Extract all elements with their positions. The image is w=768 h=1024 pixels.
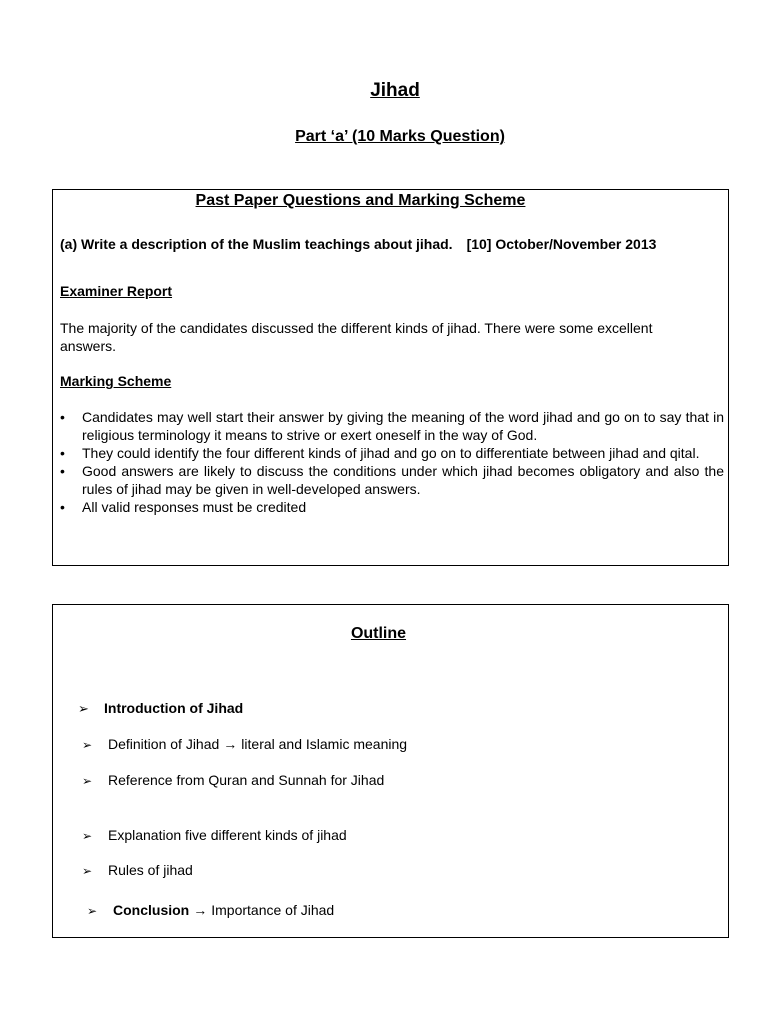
outline-item-introduction <box>78 700 243 717</box>
marking-point-text: Candidates may well start their answer by giving the meaning of the word jihad and go on to say that in religious terminology it means to strive or exert oneself in the way of God. <box>82 409 724 443</box>
list-item <box>60 444 724 462</box>
document-title: Jihad <box>370 80 420 101</box>
examiner-report-text: The majority of the candidates discussed the different kinds of jihad. There were some excellent answers. <box>60 320 653 354</box>
list-item <box>60 498 724 516</box>
marking-scheme-label: Marking Scheme <box>60 373 172 389</box>
outline-item-conclusion <box>87 902 334 918</box>
marking-point-text: All valid responses must be credited <box>82 499 307 515</box>
past-paper-heading: Past Paper Questions and Marking Scheme <box>195 192 526 209</box>
outline-item-label: Conclusion <box>113 902 190 918</box>
arrow-bullet-icon: ➢ <box>82 864 93 878</box>
examiner-report-label: Examiner Report <box>60 283 173 299</box>
list-item <box>60 462 724 498</box>
right-arrow-icon: → <box>193 902 208 918</box>
exam-question <box>60 236 656 252</box>
outline-item-definition <box>82 736 407 752</box>
document-subtitle: Part ‘a’ (10 Marks Question) <box>295 128 505 145</box>
outline-item-label: Introduction of Jihad <box>104 700 244 716</box>
arrow-bullet-icon: ➢ <box>82 774 93 788</box>
outline-box <box>52 604 729 938</box>
marking-point-text: Good answers are likely to discuss the conditions under which jihad becomes obligatory and also the rules of jihad may be given in well-developed answers. <box>82 463 724 497</box>
bullet-icon: • <box>60 445 65 461</box>
arrow-bullet-icon: ➢ <box>82 738 93 752</box>
marking-scheme-list <box>60 408 724 516</box>
question-marks: [10] October/November 2013 <box>466 236 657 252</box>
outline-item-label: Explanation five different kinds of jihad <box>108 827 347 843</box>
outline-item-label: Reference from Quran and Sunnah for Jihad <box>108 772 385 788</box>
bullet-icon: • <box>60 499 65 515</box>
outline-item-rules <box>82 862 193 878</box>
outline-item-explanation <box>82 827 347 843</box>
outline-item-label: Rules of jihad <box>108 862 193 878</box>
outline-item-detail: Importance of Jihad <box>211 902 335 918</box>
bullet-icon: • <box>60 409 65 425</box>
outline-item-detail: literal and Islamic meaning <box>241 736 408 752</box>
question-text: (a) Write a description of the Muslim teachings about jihad. <box>60 236 453 252</box>
past-paper-box <box>52 189 729 566</box>
outline-heading: Outline <box>350 625 407 642</box>
arrow-bullet-icon: ➢ <box>82 829 93 843</box>
right-arrow-icon: → <box>223 736 238 752</box>
arrow-bullet-icon: ➢ <box>78 701 89 716</box>
outline-item-label: Definition of Jihad <box>108 736 220 752</box>
outline-item-reference <box>82 772 384 788</box>
list-item <box>60 408 724 444</box>
arrow-bullet-icon: ➢ <box>87 904 98 918</box>
marking-point-text: They could identify the four different kinds of jihad and go on to differentiate between jihad and qital. <box>82 445 700 461</box>
bullet-icon: • <box>60 463 65 479</box>
